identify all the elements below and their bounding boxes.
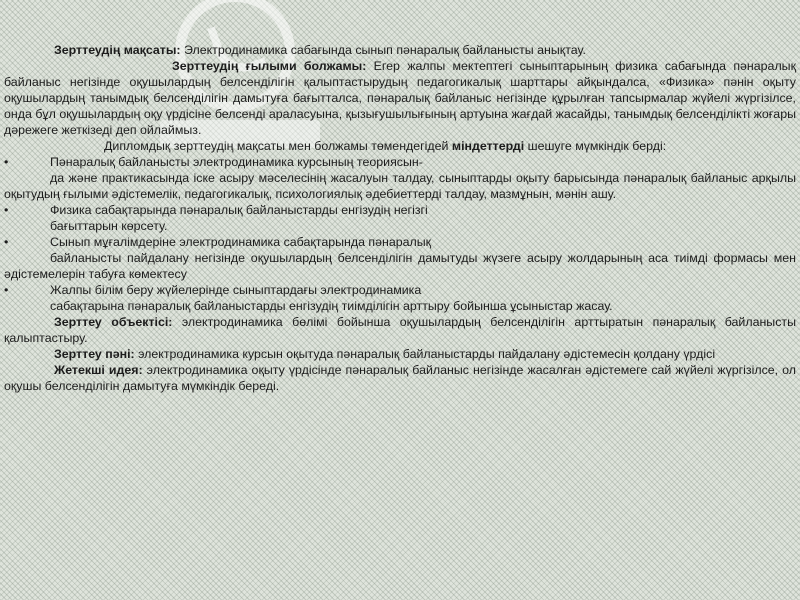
bullet-continuation: да және практикасында іске асыру мәселесінің жасалуын талдау, сыныптарды оқыту барысында пәнаралық байланыс арқылы оқытудың ғылыми әдістемелік, педагогикалық, психологиялық әдебиеттерді талдау, мазмұнын, мәнін ашу.	[4, 171, 796, 201]
research-subject-label: Зерттеу пәні:	[54, 347, 135, 361]
task-bullet-2	[4, 202, 796, 218]
bullet-first-line: Жалпы білім беру жүйелерінде сыныптардағы электродинамика	[50, 283, 422, 297]
bullet-continuation: байланысты пайдалану негізінде оқушылардың белсенділігін дамытуды жүзеге асыру жолдарының аса тиімді формасы мен әдістемелерін табуға көмектесу	[4, 251, 796, 281]
research-object-text: электродинамика бөлімі бойынша оқушылардың белсенділігін арттыратын пәнаралық байланысты қалыптастыру.	[4, 315, 796, 345]
document-body	[0, 42, 800, 394]
tasks-intro-paragraph	[4, 138, 796, 154]
task-bullet-1	[4, 154, 796, 170]
leading-idea-paragraph	[4, 362, 796, 394]
hypothesis-paragraph	[4, 58, 796, 138]
leading-idea-label: Жетекші идея:	[54, 363, 143, 377]
bullet-mark: •	[4, 235, 9, 249]
research-subject-paragraph	[4, 346, 796, 362]
bullet-mark: •	[4, 155, 9, 169]
bullet-mark: •	[4, 203, 9, 217]
bullet-mark: •	[4, 283, 9, 297]
tasks-intro-bold: міндеттерді	[451, 139, 525, 153]
task-bullet-3	[4, 234, 796, 250]
tasks-intro-post: шешуге мүмкіндік берді:	[524, 139, 667, 153]
research-goal-paragraph	[4, 42, 796, 58]
task-bullet-4	[4, 282, 796, 298]
tasks-intro-pre: Дипломдық зерттеудің мақсаты мен болжамы төмендегідей	[104, 139, 452, 153]
bullet-continuation: сабақтарына пәнаралық байланыстарды енгізудің тиімділігін арттыру бойынша ұсыныстар жасау.	[50, 299, 613, 313]
research-goal-text: Электродинамика сабағында сынып пәнаралық байланысты анықтау.	[180, 43, 586, 57]
research-subject-text: электродинамика курсын оқытуда пәнаралық байланыстарды пайдалану әдістемесін қолдану үрдісі	[134, 347, 716, 361]
bullet-first-line: Пәнаралық байланысты электродинамика курсының теориясын-	[50, 155, 423, 169]
leading-idea-text: электродинамика оқыту үрдісінде пәнаралық байланыс негізінде жасалған әдістемеге сай жүйелі жүргізілсе, ол оқушы белсенділігін дамытуға мүмкіндік береді.	[4, 363, 797, 393]
bullet-continuation: бағыттарын көрсету.	[50, 219, 168, 233]
hypothesis-text: Егер жалпы мектептегі сыныптарының физика сабағында пәнаралық байланыс негізінде оқушылардың белсенділігін қалыптастырудың педагогикалық шарттары айқындалса, «Физика» пәнін оқыту оқушылардың танымдық белсенділігін дамытуға бағытталса, пәнаралық байланыс негізінде құрылған тапсырмалар жүйелі жүргізілсе, онда бұл оқушылардың оқу үрдісіне белсенді араласуына, қызығушылығының артуына жағдай жасайды, танымдық белсенділікті жоғары дәрежеге жеткізеді деп ойлаймыз.	[4, 59, 796, 137]
bullet-first-line: Физика сабақтарында пәнаралық байланыстарды енгізудің негізгі	[50, 203, 428, 217]
research-object-label: Зерттеу объектісі:	[54, 315, 173, 329]
bullet-first-line: Сынып мұғалімдеріне электродинамика сабақтарында пәнаралық	[50, 235, 432, 249]
research-goal-label: Зерттеудің мақсаты:	[54, 43, 181, 57]
hypothesis-label: Зерттеудің ғылыми болжамы:	[172, 59, 367, 73]
research-object-paragraph	[4, 314, 796, 346]
